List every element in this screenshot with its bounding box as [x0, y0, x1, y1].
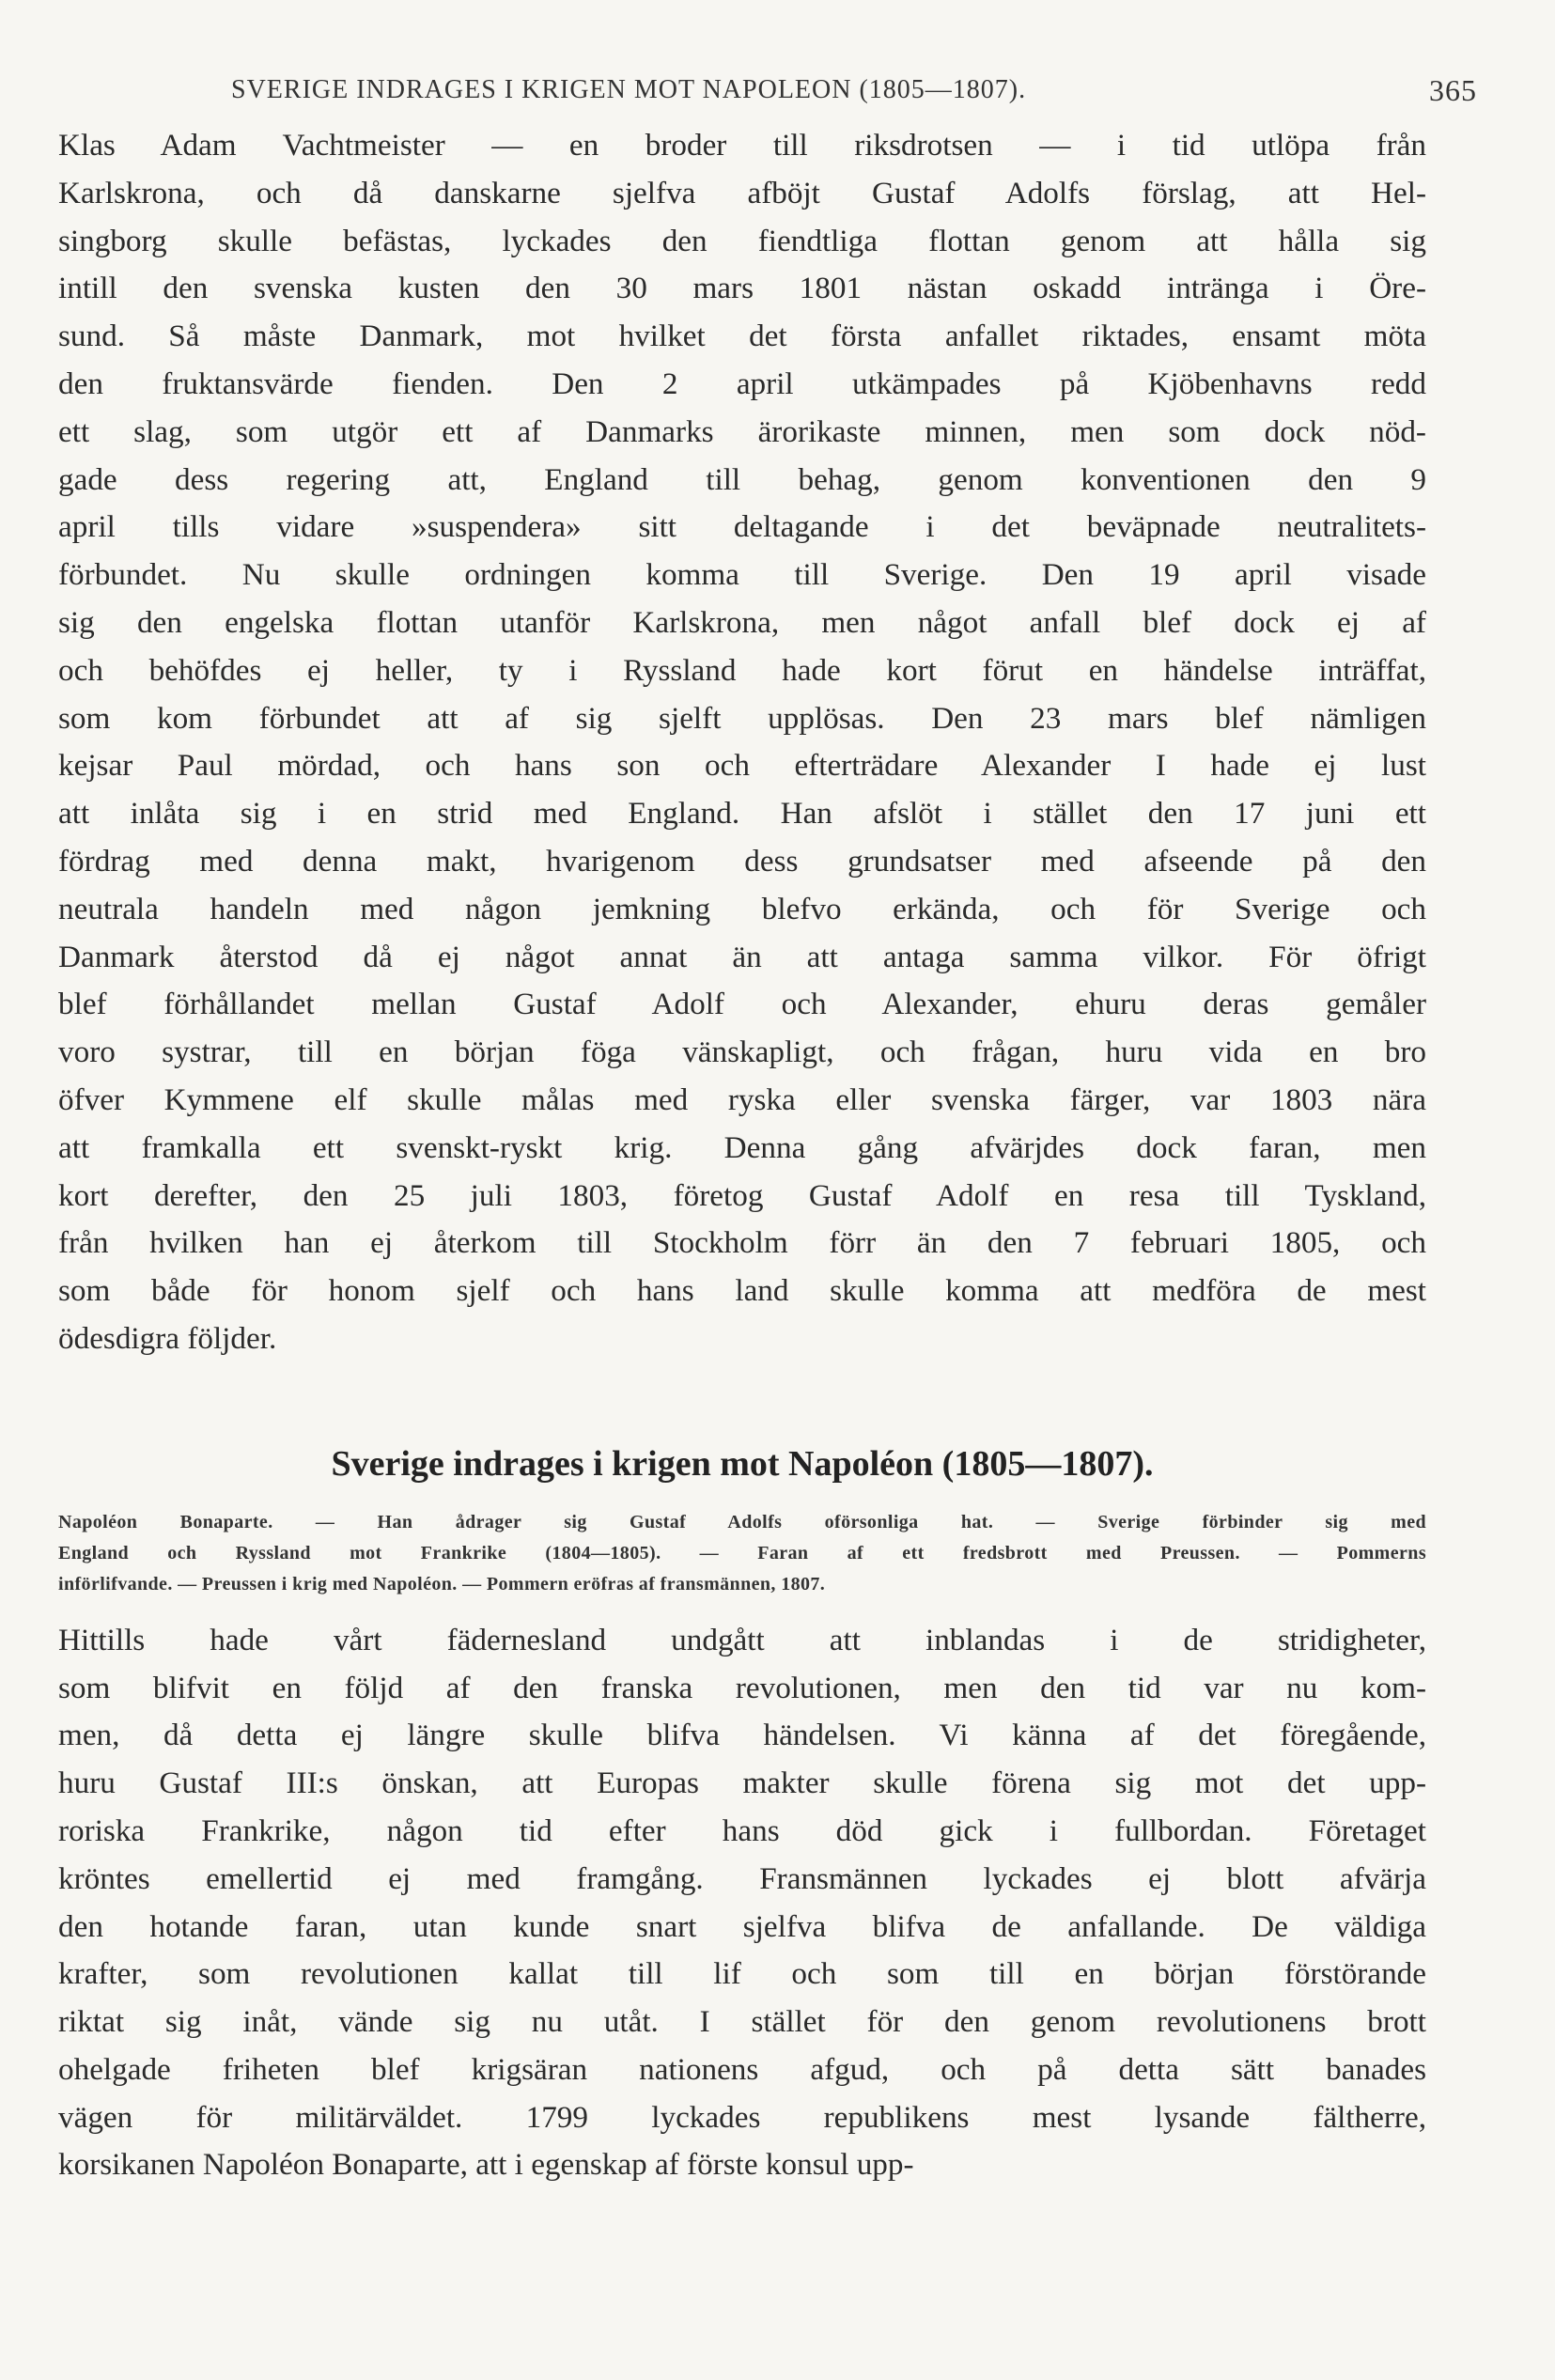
chapter-opening-paragraph: [58, 1617, 1426, 2190]
text-line: vägen för militärväldet. 1799 lyckades republikens mest lysande fältherre,: [58, 2099, 1426, 2135]
text-line: blef förhållandet mellan Gustaf Adolf och Alexander, ehuru deras gemåler: [58, 987, 1426, 1022]
text-line: neutrala handeln med någon jemkning blefvo erkända, och för Sverige och: [58, 891, 1426, 926]
text-line: ohelgade friheten blef krigsäran nationens afgud, och på detta sätt banades: [58, 2051, 1426, 2087]
text-line: Hittills hade vårt fädernesland undgått att inblandas i de stridigheter,: [58, 1622, 1426, 1657]
book-page: [58, 66, 1477, 2189]
paragraph-continuation: [58, 122, 1426, 1363]
text-line: krafter, som revolutionen kallat till lif och som till en början förstörande: [58, 1956, 1426, 1992]
text-line: korsikanen Napoléon Bonaparte, att i egenskap af förste konsul upp-: [58, 2147, 914, 2183]
text-line: riktat sig inåt, vände sig nu utåt. I stället för den genom revolutionens brott: [58, 2004, 1426, 2040]
summary-line: införlifvande. — Preussen i krig med Napoléon. — Pommern eröfras af fransmännen, 1807.: [58, 1573, 826, 1594]
text-line: sund. Så måste Danmark, mot hvilket det första anfallet riktades, ensamt möta: [58, 319, 1426, 354]
text-line: öfver Kymmene elf skulle målas med ryska eller svenska färger, var 1803 nära: [58, 1081, 1426, 1117]
summary-line: England och Ryssland mot Frankrike (1804—1805). — Faran af ett fredsbrott med Preussen. — Pommerns: [58, 1542, 1426, 1563]
text-line: kejsar Paul mördad, och hans son och efterträdare Alexander I hade ej lust: [58, 748, 1426, 784]
text-line: Klas Adam Vachtmeister — en broder till riksdrotsen — i tid utlöpa från: [58, 128, 1426, 163]
text-line: från hvilken han ej återkom till Stockholm förr än den 7 februari 1805, och: [58, 1225, 1426, 1261]
text-line: roriska Frankrike, någon tid efter hans död gick i fullbordan. Företaget: [58, 1812, 1426, 1848]
running-head: [58, 66, 1477, 122]
text-line: intill den svenska kusten den 30 mars 1801 nästan oskadd intränga i Öre-: [58, 271, 1426, 306]
text-line: gade dess regering att, England till behag, genom konventionen den 9: [58, 461, 1426, 497]
text-line: april tills vidare »suspendera» sitt deltagande i det beväpnade neutralitets-: [58, 509, 1426, 545]
running-title: SVERIGE INDRAGES I KRIGEN MOT NAPOLEON (1805—1807).: [231, 75, 1027, 104]
text-line: kröntes emellertid ej med framgång. Fransmännen lyckades ej blott afvärja: [58, 1860, 1426, 1896]
page-number: 365: [1429, 73, 1477, 107]
text-line: huru Gustaf III:s önskan, att Europas makter skulle förena sig mot det upp-: [58, 1766, 1426, 1801]
text-line: ett slag, som utgör ett af Danmarks ärorikaste minnen, men som dock nöd-: [58, 413, 1426, 449]
text-line: och behöfdes ej heller, ty i Ryssland hade kort förut en händelse inträffat,: [58, 652, 1426, 688]
summary-line: Napoléon Bonaparte. — Han ådrager sig Gustaf Adolfs oförsonliga hat. — Sverige förbinder sig med: [58, 1511, 1426, 1532]
text-line: förbundet. Nu skulle ordningen komma till Sverige. Den 19 april visade: [58, 557, 1426, 593]
text-line: Karlskrona, och då danskarne sjelfva afböjt Gustaf Adolfs förslag, att Hel-: [58, 175, 1426, 210]
text-line: som både för honom sjelf och hans land skulle komma att medföra de mest: [58, 1273, 1426, 1309]
text-line: den fruktansvärde fienden. Den 2 april utkämpades på Kjöbenhavns redd: [58, 366, 1426, 401]
text-line: ödesdigra följder.: [58, 1320, 277, 1356]
text-line: att inlåta sig i en strid med England. Han afslöt i stället den 17 juni ett: [58, 796, 1426, 832]
chapter-title: Sverige indrages i krigen mot Napoléon (1805—1807).: [331, 1443, 1154, 1484]
text-line: fördrag med denna makt, hvarigenom dess grundsatser med afseende på den: [58, 843, 1426, 879]
text-line: sig den engelska flottan utanför Karlskrona, men något anfall blef dock ej af: [58, 604, 1426, 640]
text-line: Danmark återstod då ej något annat än att antaga samma vilkor. För öfrigt: [58, 939, 1426, 974]
text-line: singborg skulle befästas, lyckades den fiendtliga flottan genom att hålla sig: [58, 223, 1426, 258]
text-line: som kom förbundet att af sig sjelft upplösas. Den 23 mars blef nämligen: [58, 700, 1426, 736]
text-line: voro systrar, till en början föga vänskapligt, och frågan, huru vida en bro: [58, 1034, 1426, 1070]
text-line: men, då detta ej längre skulle blifva händelsen. Vi känna af det föregående,: [58, 1718, 1426, 1753]
text-line: som blifvit en följd af den franska revolutionen, men den tid var nu kom-: [58, 1670, 1426, 1705]
text-line: att framkalla ett svenskt-ryskt krig. Denna gång afvärjdes dock faran, men: [58, 1129, 1426, 1165]
text-line: kort derefter, den 25 juli 1803, företog Gustaf Adolf en resa till Tyskland,: [58, 1177, 1426, 1213]
text-line: den hotande faran, utan kunde snart sjelfva blifva de anfallande. De väldiga: [58, 1908, 1426, 1944]
chapter-summary: [58, 1507, 1426, 1600]
